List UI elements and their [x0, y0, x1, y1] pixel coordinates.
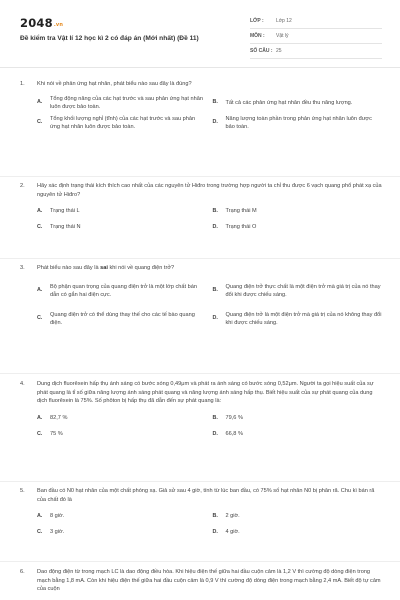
option-text: 79,6 % [225, 415, 243, 421]
option-letter: B. [212, 414, 218, 421]
question-1 [20, 80, 382, 133]
question-2 [20, 182, 382, 235]
meta-key: SỐ CÂU : [250, 48, 273, 54]
question-number: 2. [20, 183, 25, 189]
stem-emphasis: sai [100, 265, 108, 271]
option-letter: D. [212, 224, 218, 231]
option-text: Trạng thái O [225, 224, 257, 231]
option-a[interactable] [37, 93, 207, 113]
question-stem [20, 264, 382, 273]
meta-value: Lớp 12 [276, 18, 292, 24]
meta-row-class [250, 14, 382, 29]
document-header [20, 14, 382, 62]
option-letter: D. [212, 119, 218, 126]
option-a[interactable] [37, 203, 207, 219]
options-grid [37, 508, 382, 540]
option-b[interactable] [213, 277, 383, 305]
question-text [37, 264, 382, 273]
options-grid [37, 93, 382, 133]
question-stem [20, 182, 382, 199]
option-d[interactable] [213, 113, 383, 133]
question-text: Khi nói về phản ứng hạt nhân, phát biểu nào sau đây là đúng? [37, 81, 192, 87]
option-text: Trạng thái M [225, 208, 257, 215]
question-divider [0, 561, 400, 562]
question-3 [20, 264, 382, 333]
option-letter: A. [37, 414, 43, 421]
option-text: 3 giờ. [50, 529, 65, 536]
option-c[interactable] [37, 524, 207, 540]
option-b[interactable] [213, 410, 383, 426]
option-text: Bộ phận quan trọng của quang điện trở là một lớp chất bán dẫn có gắn hai điện cực. [50, 283, 197, 298]
option-letter: A. [37, 513, 43, 520]
option-c[interactable] [37, 305, 207, 333]
option-text: Quang điện trở thực chất là một điện trở mà giá trị của nó thay đổi khi được chiếu sáng. [225, 283, 381, 298]
question-text: Ban đầu có N0 hạt nhân của một chất phóng xạ. Giả sử sau 4 giờ, tính từ lúc ban đầu, có 75% số hạt nhân N0 bị phân rã. Chu kì bán rã của chất đó là [37, 488, 375, 503]
option-c[interactable] [37, 219, 207, 235]
option-letter: C. [37, 529, 43, 536]
site-logo[interactable] [20, 16, 63, 30]
option-letter: D. [212, 315, 218, 322]
option-text: Tổng khối lượng nghỉ (tĩnh) của các hạt trước và sau phản ứng hạt nhân luôn được bảo toàn. [50, 115, 196, 130]
option-text: Trạng thái N [50, 224, 81, 231]
option-letter: D. [212, 529, 218, 536]
options-grid [37, 410, 382, 442]
meta-key: LỚP : [250, 18, 264, 24]
option-letter: C. [37, 119, 43, 126]
question-6 [20, 568, 382, 594]
meta-row-count [250, 44, 382, 59]
question-divider [0, 176, 400, 177]
option-text: Quang điện trở có thể dùng thay thế cho các tế bào quang điện. [50, 311, 195, 326]
option-b[interactable] [213, 508, 383, 524]
option-text: 66,8 % [225, 431, 243, 437]
question-text: Dung dịch fluorêxein hấp thụ ánh sáng có bước sóng 0,49μm và phát ra ánh sáng có bước sóng 0,52μm. Người ta gọi hiệu suất của sự phát quang là tỉ số giữa năng lượng ánh sáng phát quang và năng lượng ánh sáng hấp thụ. Biết hiệu suất của sự phát quang của dung dịch fluorêxein là 75%. Số phôton bị hấp thụ đã dẫn đến sự phát quang là: [37, 381, 374, 405]
option-letter: A. [37, 287, 43, 294]
header-divider [0, 67, 400, 68]
option-letter: B. [212, 208, 218, 215]
question-divider [0, 481, 400, 482]
option-text: 4 giờ. [225, 529, 240, 536]
option-c[interactable] [37, 426, 207, 442]
option-letter: A. [37, 208, 43, 215]
option-d[interactable] [213, 219, 383, 235]
question-stem [20, 380, 382, 406]
question-number: 6. [20, 569, 25, 575]
stem-part: khi nói về quang điện trở? [107, 265, 175, 271]
option-text: Trạng thái L [50, 208, 80, 215]
question-4 [20, 380, 382, 442]
question-number: 1. [20, 81, 25, 87]
question-number: 3. [20, 265, 25, 271]
option-a[interactable] [37, 277, 207, 305]
question-text: Hãy xác định trạng thái kích thích cao nhất của các nguyên tử Hiđro trong trường hợp người ta chỉ thu được 6 vạch quang phổ phát xạ của nguyên tử Hiđro? [37, 183, 382, 198]
option-c[interactable] [37, 113, 207, 133]
options-grid [37, 277, 382, 333]
question-5 [20, 487, 382, 540]
option-d[interactable] [213, 426, 383, 442]
option-text: 8 giờ. [50, 513, 65, 520]
question-divider [0, 258, 400, 259]
logo-text: 2048 [20, 16, 53, 30]
option-text: 75 % [50, 431, 63, 437]
option-letter: B. [212, 99, 218, 106]
option-letter: B. [212, 287, 218, 294]
meta-value: Vật lý [276, 33, 289, 39]
option-d[interactable] [213, 524, 383, 540]
meta-table [250, 14, 382, 59]
option-b[interactable] [213, 203, 383, 219]
option-letter: C. [37, 224, 43, 231]
question-number: 5. [20, 488, 25, 494]
question-stem [20, 568, 382, 594]
option-text: Năng lượng toàn phần trong phản ứng hạt nhân luôn được bảo toàn. [225, 115, 372, 130]
meta-key: MÔN : [250, 33, 265, 39]
option-d[interactable] [213, 305, 383, 333]
option-text: 82,7 % [50, 415, 68, 421]
option-letter: C. [37, 315, 43, 322]
question-text: Dao động điện từ trong mạch LC là dao động điều hòa. Khi hiệu điện thế giữa hai đầu cuộn cảm là 1,2 V thì cường độ dòng điện trong mạch bằng 1,8 mA. Còn khi hiệu điện thế giữa hai đầu cuộn cảm là 0,9 V thì cường độ dòng điện trong mạch bằng 2,4 mA. Biết độ tự cảm của cuộn [37, 569, 381, 593]
options-grid [37, 203, 382, 235]
option-b[interactable] [213, 93, 383, 113]
question-stem [20, 487, 382, 504]
option-text: Quang điện trở là một điện trở mà giá trị của nó không thay đổi khi được chiếu sáng. [225, 311, 382, 326]
question-divider [0, 373, 400, 374]
stem-part: Phát biểu nào sau đây là [37, 265, 101, 271]
meta-row-subject [250, 29, 382, 44]
option-a[interactable] [37, 410, 207, 426]
question-stem [20, 80, 382, 89]
option-text: Tất cả các phản ứng hạt nhân đều thu năng lượng. [225, 99, 353, 106]
question-number: 4. [20, 381, 25, 387]
option-letter: C. [37, 430, 43, 437]
logo-suffix: .vn [53, 22, 64, 28]
option-letter: B. [212, 513, 218, 520]
option-text: Tổng động năng của các hạt trước và sau phản ứng hạt nhân luôn được bảo toàn. [50, 95, 203, 110]
document-title: Đề kiểm tra Vật lí 12 học kì 2 có đáp án (Mới nhất) (Đề 11) [20, 35, 199, 42]
option-a[interactable] [37, 508, 207, 524]
option-letter: D. [212, 430, 218, 437]
option-letter: A. [37, 99, 43, 106]
meta-value: 25 [276, 48, 282, 54]
option-text: 2 giờ. [225, 513, 240, 520]
